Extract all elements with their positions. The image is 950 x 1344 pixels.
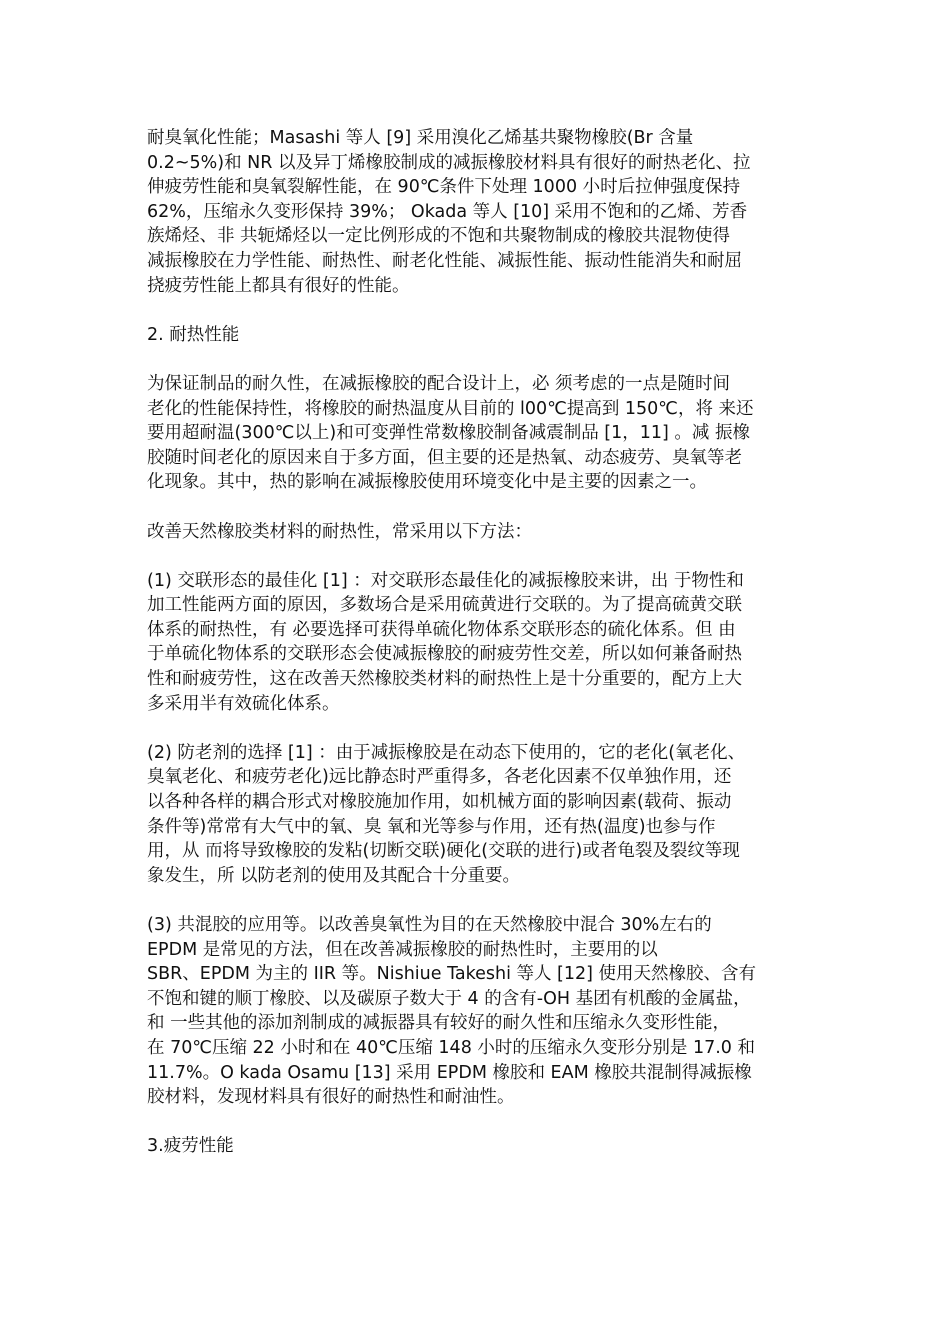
text-line: 族烯烃、非 共轭烯烃以一定比例形成的不饱和共聚物制成的橡胶共混物使得 [147, 226, 731, 247]
paragraph-item-3 [147, 913, 807, 1110]
text-line: 62%，压缩永久变形保持 39%； Okada 等人 [10] 采用不饱和的乙烯、芳香 [147, 201, 748, 222]
text-line: (3) 共混胶的应用等。以改善臭氧性为目的在天然橡胶中混合 30%左右的 [147, 915, 712, 935]
text-line: 臭氧老化、和疲劳老化)远比静态时严重得多，各老化因素不仅单独作用，还 [147, 767, 732, 788]
text-line: 用，从 而将导致橡胶的发粘(切断交联)硬化(交联的进行)或者龟裂及裂纹等现 [147, 841, 740, 862]
text-line: 老化的性能保持性，将橡胶的耐热温度从目前的 l00℃提高到 150℃，将 来还 [147, 398, 754, 419]
text-line: 为保证制品的耐久性，在减振橡胶的配合设计上，必 须考虑的一点是随时间 [147, 373, 731, 394]
text-line: 体系的耐热性，有 必要选择可获得单硫化物体系交联形态的硫化体系。但 由 [147, 619, 736, 640]
paragraph-item-1 [147, 569, 807, 717]
text-line: 在 70℃压缩 22 小时和在 40℃压缩 148 小时的压缩永久变形分别是 17.0 和 [147, 1037, 755, 1058]
text-line: 0.2~5%)和 NR 以及异丁烯橡胶制成的减振橡胶材料具有很好的耐热老化、拉 [147, 152, 751, 173]
text-line: 以各种各样的耦合形式对橡胶施加作用，如机械方面的影响因素(载荷、振动 [147, 792, 732, 813]
paragraph-item-2 [147, 741, 807, 889]
text-line: 不饱和键的顺丁橡胶、以及碳原子数大于 4 的含有-OH 基团有机酸的金属盐， [147, 988, 751, 1009]
text-line: 性和耐疲劳性，这在改善天然橡胶类材料的耐热性上是十分重要的，配方上大 [147, 669, 742, 690]
section-heading-heat-resistance: 2. 耐热性能 [147, 324, 240, 345]
text-line: 条件等)常常有大气中的氧、臭 氧和光等参与作用，还有热(温度)也参与作 [147, 816, 716, 837]
text-line: 伸疲劳性能和臭氧裂解性能，在 90℃条件下处理 1000 小时后拉伸强度保持 [147, 177, 741, 198]
text-line: 11.7%。O kada Osamu [13] 采用 EPDM 橡胶和 EAM 橡胶共混制得减振橡 [147, 1062, 752, 1083]
text-line: 胶随时间老化的原因来自于多方面，但主要的还是热氧、动态疲劳、臭氧等老 [147, 447, 742, 468]
paragraph-methods [147, 520, 807, 545]
text-line: (1) 交联形态的最佳化 [1] ：对交联形态最佳化的减振橡胶来讲，出 于物性和 [147, 570, 744, 591]
section-heading-fatigue: 3.疲劳性能 [147, 1136, 234, 1157]
text-line: 改善天然橡胶类材料的耐热性，常采用以下方法： [147, 521, 532, 542]
text-line: 挠疲劳性能上都具有很好的性能。 [147, 275, 410, 296]
document-page [147, 126, 807, 1184]
paragraph-intro [147, 126, 807, 298]
text-line: 和 一些其他的添加剂制成的减振器具有较好的耐久性和压缩永久变形性能， [147, 1013, 731, 1034]
text-line: 于单硫化物体系的交联形态会使减振橡胶的耐疲劳性交差，所以如何兼备耐热 [147, 644, 742, 665]
text-line: 加工性能两方面的原因，多数场合是采用硫黄进行交联的。为了提高硫黄交联 [147, 595, 742, 616]
text-line: SBR、EPDM 为主的 IIR 等。Nishiue Takeshi 等人 [12] 使用天然橡胶、含有 [147, 964, 757, 985]
text-line: 耐臭氧化性能；Masashi 等人 [9] 采用溴化乙烯基共聚物橡胶(Br 含量 [147, 128, 694, 148]
text-line: (2) 防老剂的选择 [1] ：由于减振橡胶是在动态下使用的，它的老化(氧老化、 [147, 742, 746, 763]
text-line: 化现象。其中，热的影响在减振橡胶使用环境变化中是主要的因素之一。 [147, 472, 707, 493]
text-line: 要用超耐温(300℃以上)和可变弹性常数橡胶制备减震制品 [1，11] 。减 振橡 [147, 423, 750, 444]
text-line: 象发生，所 以防老剂的使用及其配合十分重要。 [147, 865, 521, 886]
text-line: 胶材料，发现材料具有很好的耐热性和耐油性。 [147, 1087, 515, 1108]
paragraph-heat [147, 372, 807, 495]
text-line: EPDM 是常见的方法，但在改善减振橡胶的耐热性时，主要用的以 [147, 939, 658, 960]
text-line: 减振橡胶在力学性能、耐热性、耐老化性能、减振性能、振动性能消失和耐屈 [147, 250, 742, 271]
text-line: 多采用半有效硫化体系。 [147, 693, 340, 714]
